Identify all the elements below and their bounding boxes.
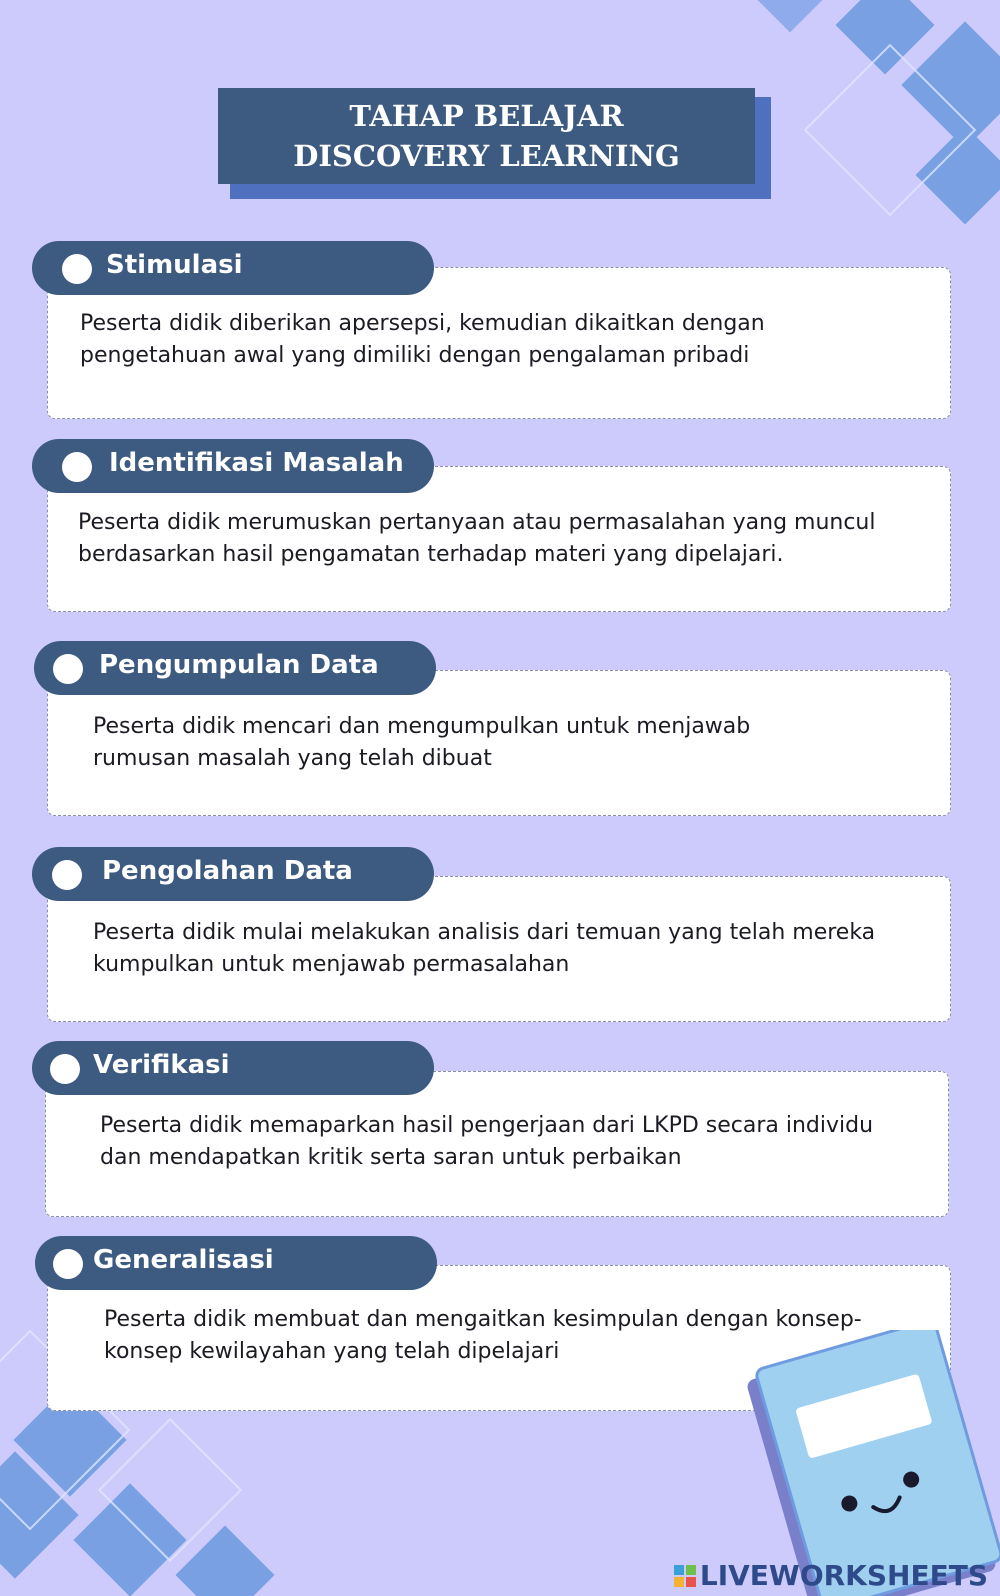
bullet-icon: [52, 860, 82, 890]
liveworksheets-logo: [674, 1559, 988, 1592]
page-title: TAHAP BELAJAR DISCOVERY LEARNING: [293, 99, 680, 173]
step-description: Peserta didik mulai melakukan analisis dari temuan yang telah mereka kumpulkan untuk menjawab permasalahan: [93, 920, 876, 977]
step-header-verifikasi: [32, 1041, 434, 1095]
bullet-icon: [53, 1249, 83, 1279]
step-description: Peserta didik diberikan apersepsi, kemudian dikaitkan dengan pengetahuan awal yang dimiliki dengan pengalaman pribadi: [80, 311, 765, 368]
step-header-pengumpulan-data: [34, 641, 436, 695]
bullet-icon: [62, 452, 92, 482]
step-header-identifikasi-masalah: [32, 439, 434, 493]
title-banner: [218, 88, 755, 184]
book-mascot-icon: [745, 1330, 1000, 1596]
bullet-icon: [53, 654, 83, 684]
step-label: Stimulasi: [106, 250, 243, 280]
step-label: Pengolahan Data: [102, 856, 353, 886]
step-description: Peserta didik merumuskan pertanyaan atau permasalahan yang muncul berdasarkan hasil pengamatan terhadap materi yang dipelajari.: [78, 510, 876, 567]
bullet-icon: [62, 254, 92, 284]
step-label: Generalisasi: [93, 1245, 274, 1275]
step-label: Verifikasi: [93, 1050, 230, 1080]
brand-name: LIVEWORKSHEETS: [699, 1559, 988, 1592]
step-header-stimulasi: [32, 241, 434, 295]
bullet-icon: [50, 1054, 80, 1084]
liveworksheets-icon: [674, 1565, 696, 1587]
step-description: Peserta didik memaparkan hasil pengerjaan dari LKPD secara individu dan mendapatkan kritik serta saran untuk perbaikan: [100, 1113, 874, 1170]
step-label: Pengumpulan Data: [99, 650, 379, 680]
step-description: Peserta didik mencari dan mengumpulkan untuk menjawab rumusan masalah yang telah dibuat: [93, 714, 751, 771]
step-header-pengolahan-data: [32, 847, 434, 901]
step-label: Identifikasi Masalah: [109, 448, 404, 478]
step-description: Peserta didik membuat dan mengaitkan kesimpulan dengan konsep-konsep kewilayahan yang telah dipelajari: [104, 1307, 862, 1364]
step-header-generalisasi: [35, 1236, 437, 1290]
